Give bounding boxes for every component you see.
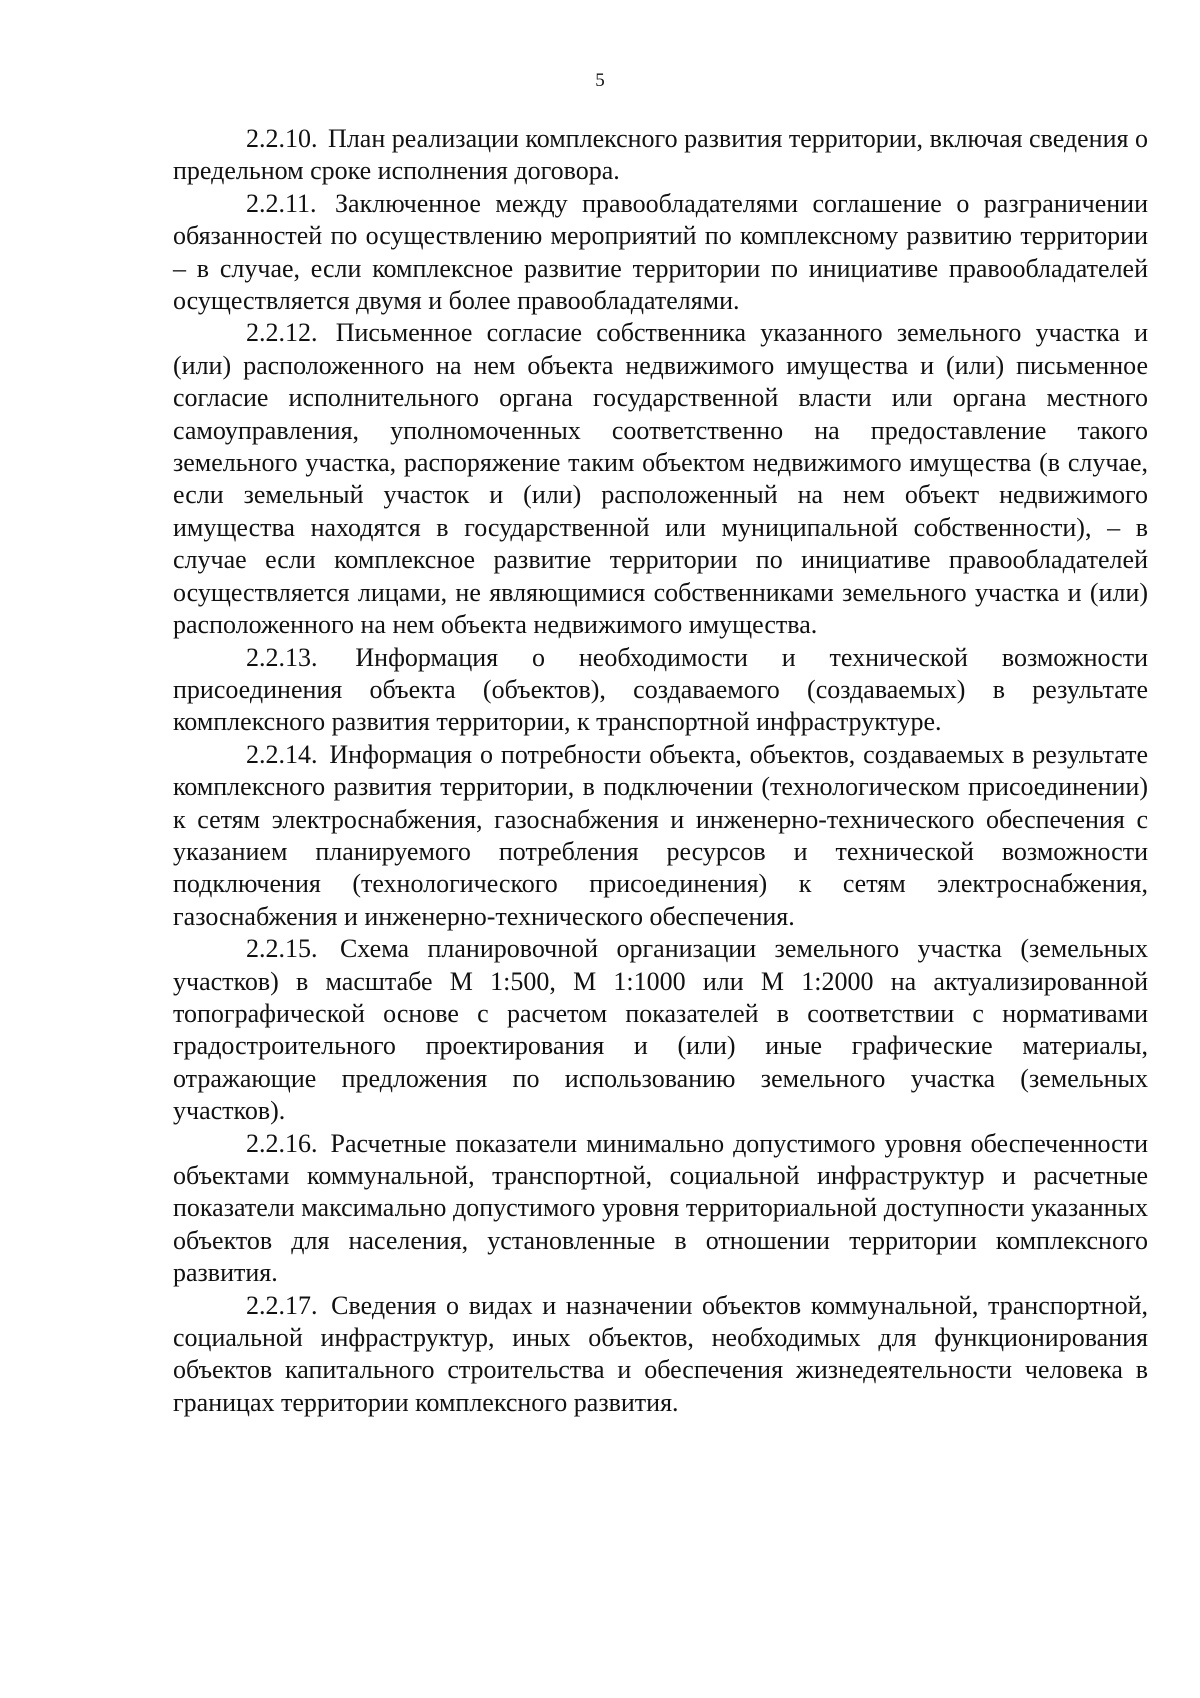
paragraph-2-2-16 — [173, 1128, 1148, 1290]
paragraph-2-2-15 — [173, 933, 1148, 1127]
page-number: 5 — [595, 70, 605, 91]
paragraph-number: 2.2.17. — [246, 1290, 318, 1320]
paragraph-2-2-10 — [173, 123, 1148, 188]
paragraph-text: Сведения о видах и назначении объектов коммунальной, транспортной, социальной инфраструктур, иных объектов, необходимых для функционирования объектов капитального строительства и обеспечения жизнедеятельности человека в границах территории комплексного развития. — [173, 1290, 1148, 1417]
paragraph-number: 2.2.16. — [246, 1128, 318, 1158]
paragraph-number: 2.2.11. — [246, 188, 317, 218]
paragraph-number: 2.2.10. — [246, 124, 318, 153]
paragraph-2-2-14 — [173, 739, 1148, 933]
paragraph-text: Заключенное между правообладателями соглашение о разграничении обязанностей по осуществлению мероприятий по комплексному развитию территории – в случае, если комплексное развитие территории по инициативе правообладателей осуществляется двумя и более правообладателями. — [173, 188, 1148, 316]
paragraph-text: Информация о необходимости и технической возможности присоединения объекта (объектов), создаваемого (создаваемых) в результате комплексного развития территории, к транспортной инфраструктуре. — [173, 642, 1148, 737]
paragraph-2-2-11 — [173, 188, 1148, 318]
paragraph-2-2-13 — [173, 642, 1148, 739]
document-body — [173, 123, 1148, 1419]
paragraph-number: 2.2.13. — [246, 642, 318, 672]
paragraph-text: Письменное согласие собственника указанного земельного участка и (или) расположенного на нем объекта недвижимого имущества и (или) письменное согласие исполнительного органа государственной власти или органа местного самоуправления, уполномоченных соответственно на предоставление такого земельного участка, распоряжение таким объектом недвижимого имущества (в случае, если земельный участок и (или) расположенный на нем объект недвижимого имущества находятся в государственной или муниципальной собственности), – в случае если комплексное развитие территории по инициативе правообладателей осуществляется лицами, не являющимися собственниками земельного участка и (или) расположенного на нем объекта недвижимого имущества. — [173, 318, 1148, 640]
paragraph-text: Расчетные показатели минимально допустимого уровня обеспеченности объектами коммунальной, транспортной, социальной инфраструктур и расчетные показатели максимально допустимого уровня территориальной доступности указанных объектов для населения, установленные в отношении территории комплексного развития. — [173, 1128, 1149, 1288]
paragraph-2-2-17 — [173, 1290, 1148, 1420]
paragraph-number: 2.2.12. — [246, 318, 318, 348]
paragraph-number: 2.2.15. — [246, 934, 318, 964]
paragraph-text: Информация о потребности объекта, объектов, создаваемых в результате комплексного развития территории, в подключении (технологическом присоединении) к сетям электроснабжения, газоснабжения и инженерно-технического обеспечения с указанием планируемого потребления ресурсов и технической возможности подключения (технологического присоединения) к сетям электроснабжения, газоснабжения и инженерно-технического обеспечения. — [173, 739, 1149, 931]
paragraph-text: Схема планировочной организации земельного участка (земельных участков) в масштабе М 1:500, М 1:1000 или М 1:2000 на актуализированной топографической основе с расчетом показателей в соответствии с нормативами градостроительного проектирования и (или) иные графические материалы, отражающие предложения по использованию земельного участка (земельных участков). — [173, 934, 1149, 1126]
paragraph-number: 2.2.14. — [246, 739, 318, 769]
paragraph-2-2-12 — [173, 317, 1148, 641]
paragraph-text: План реализации комплексного развития территории, включая сведения о предельном сроке исполнения договора. — [173, 124, 1148, 186]
